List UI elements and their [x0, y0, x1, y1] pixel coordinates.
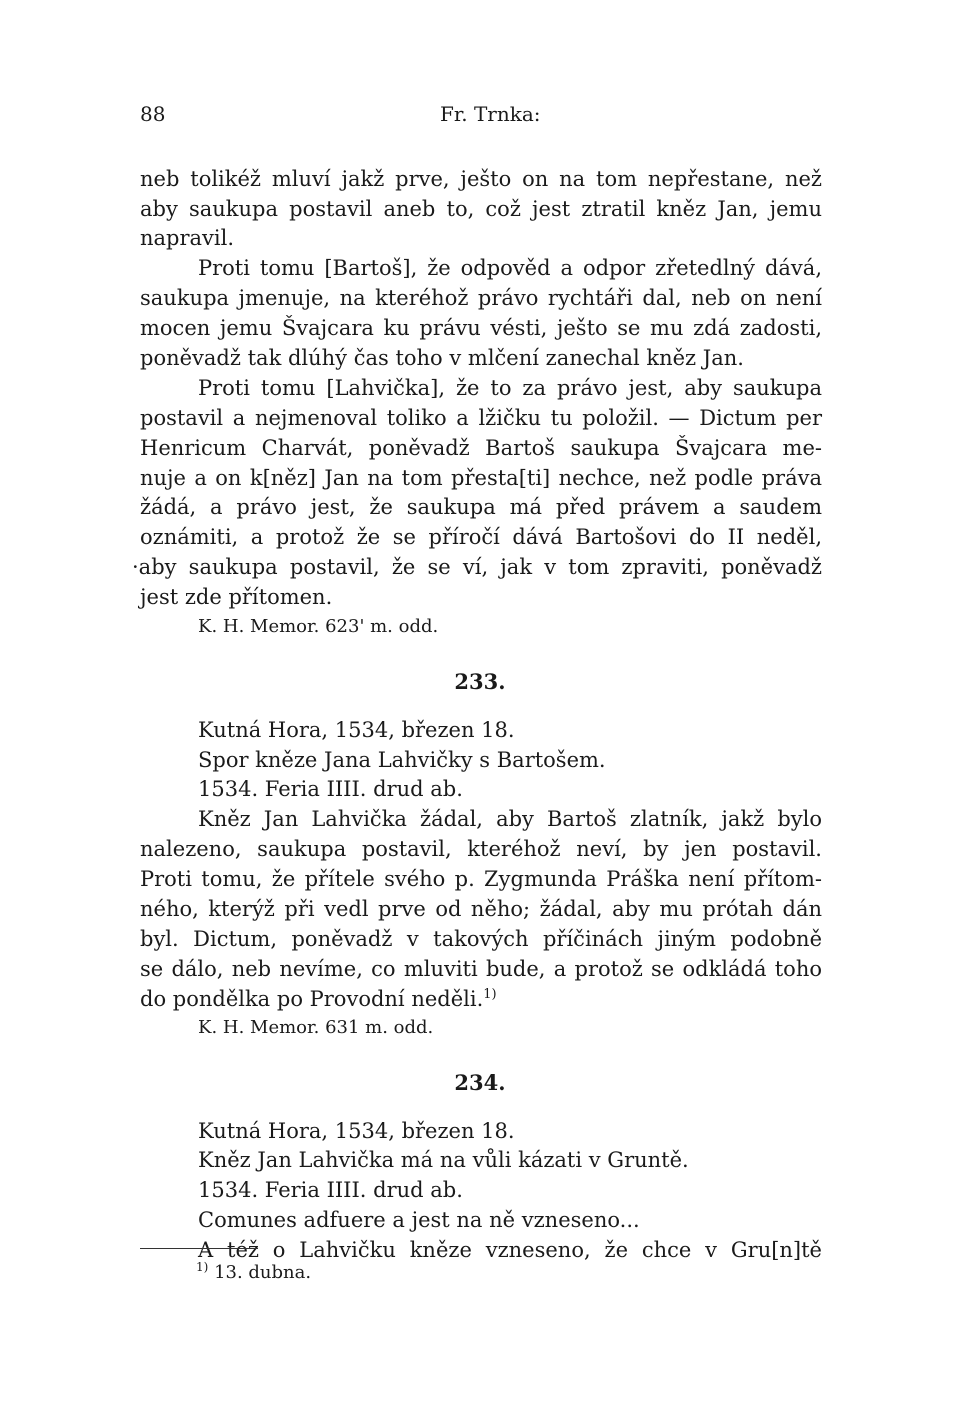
footnote-reference: 1)	[483, 987, 497, 1002]
text-line-content: do pondělka po Provodní neděli.	[140, 987, 484, 1011]
document-number: 233.	[454, 669, 506, 694]
text-line: Proti tomu [Lahvička], že to za právo jest, aby saukupa	[198, 376, 822, 400]
document-summary: Kněz Jan Lahvička má na vůli kázati v Gruntě.	[198, 1148, 689, 1172]
source-citation: K. H. Memor. 631 m. odd.	[198, 1017, 434, 1038]
running-head: Fr. Trnka:	[440, 102, 541, 126]
text-line: se dálo, neb nevíme, co mluviti bude, a protož se odkládá toho	[140, 957, 822, 981]
text-line: jest zde přítomen.	[140, 585, 333, 609]
document-date: 1534. Feria IIII. drud ab.	[198, 777, 463, 801]
document-number: 234.	[454, 1070, 506, 1095]
text-line: postavil a nejmenoval toliko a lžičku tu položil. — Dictum per	[140, 406, 822, 430]
footnote-marker: 1)	[196, 1260, 209, 1274]
text-line: ·aby saukupa postavil, že se ví, jak v tom zpraviti, poněvadž	[132, 555, 822, 579]
document-summary: Spor kněze Jana Lahvičky s Bartošem.	[198, 748, 606, 772]
text-line: Proti tomu, že přítele svého p. Zygmunda Práška není přítom-	[140, 867, 822, 891]
page-number: 88	[140, 102, 166, 126]
text-line: nuje a on k[něz] Jan na tom přesta[ti] nechce, než podle práva	[140, 466, 822, 490]
text-line: A též o Lahvičku kněze vzneseno, že chce v Gru[n]tě	[198, 1238, 822, 1262]
text-line: saukupa jmenuje, na kteréhož právo rychtáři dal, neb on není	[140, 286, 822, 310]
footnote-text: 13. dubna.	[214, 1262, 312, 1283]
text-line: nalezeno, saukupa postavil, kteréhož neví, by jen postavil.	[140, 837, 822, 861]
page-header	[140, 102, 820, 132]
text-line: neb tolikéž mluví jakž prve, ješto on na tom nepřestane, než	[140, 167, 822, 191]
place-date: Kutná Hora, 1534, březen 18.	[198, 718, 515, 742]
text-line: Comunes adfuere a jest na ně vzneseno...	[198, 1208, 640, 1232]
text-line: aby saukupa postavil aneb to, což jest ztratil kněz Jan, jemu	[140, 197, 822, 221]
text-line: Proti tomu [Bartoš], že odpověd a odpor zřetedlný dává,	[198, 256, 822, 280]
source-citation: K. H. Memor. 623' m. odd.	[198, 616, 439, 637]
footnote-divider	[140, 1248, 258, 1249]
text-line: napravil.	[140, 226, 235, 250]
document-date: 1534. Feria IIII. drud ab.	[198, 1178, 463, 1202]
footnote	[196, 1262, 311, 1283]
text-line: Kněz Jan Lahvička žádal, aby Bartoš zlatník, jakž bylo	[198, 807, 822, 831]
text-line: poněvadž tak dlúhý čas toho v mlčení zanechal kněz Jan.	[140, 346, 744, 370]
text-line: ného, kterýž při vedl prve od něho; žádal, aby mu prótah dán	[140, 897, 822, 921]
text-line: oznámiti, a protož že se příročí dává Bartošovi do II neděl,	[140, 525, 822, 549]
text-line: žádá, a právo jest, že saukupa má před právem a saudem	[140, 495, 822, 519]
text-line	[140, 984, 822, 1014]
place-date: Kutná Hora, 1534, březen 18.	[198, 1119, 515, 1143]
text-line: byl. Dictum, poněvadž v takových příčinách jiným podobně	[140, 927, 822, 951]
text-line: mocen jemu Švajcara ku právu vésti, ješto se mu zdá zadosti,	[140, 316, 822, 340]
text-line: Henricum Charvát, poněvadž Bartoš saukupa Švajcara me-	[140, 436, 822, 460]
